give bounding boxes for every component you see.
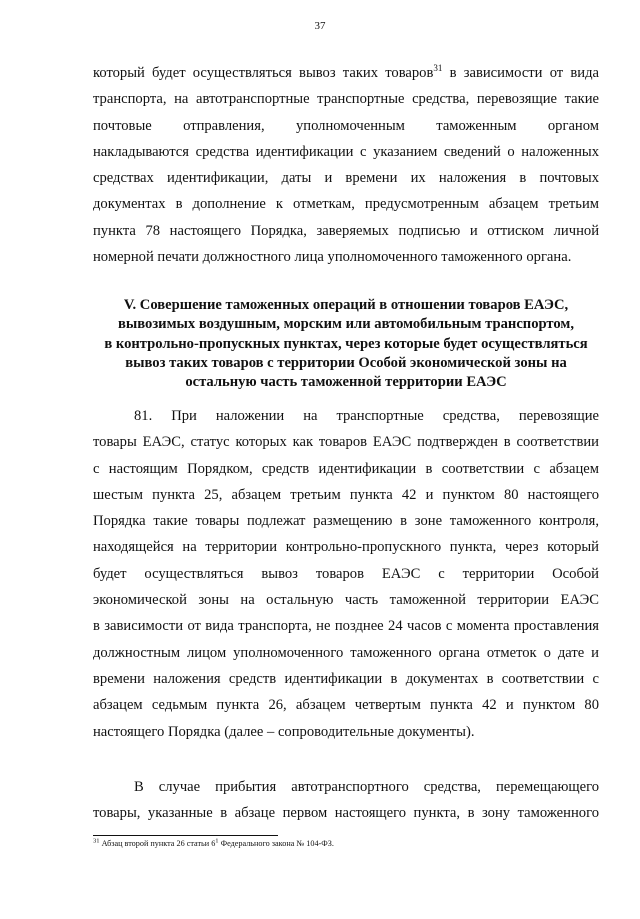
text-run: который будет осуществляться вывоз таких товаров — [93, 65, 434, 81]
paragraph-line: В случае прибытия автотранспортного средства, перемещающего — [134, 779, 599, 795]
footnote-text: Федерального закона № 104-ФЗ. — [218, 839, 334, 848]
paragraph-line: абзацем седьмым пункта 26, абзацем четвертым пункта 42 и пунктом 80 — [93, 697, 599, 714]
text-run: в зависимости от вида — [442, 65, 599, 81]
paragraph-line: экономической зоны на остальную часть таможенной территории ЕАЭС — [93, 592, 599, 609]
paragraph-line: товары ЕАЭС, статус которых как товаров ЕАЭС подтвержден в соответствии — [93, 434, 599, 451]
paragraph-line: почтовые отправления, уполномоченным таможенным органом — [93, 117, 599, 134]
paragraph-line: 81. При наложении на транспортные средства, перевозящие — [134, 408, 599, 424]
paragraph-line: пункта 78 настоящего Порядка, заверяемых подписью и оттиском личной — [93, 222, 599, 239]
paragraph-line: номерной печати должностного лица уполномоченного таможенного органа. — [93, 249, 572, 266]
paragraph-arrival — [93, 774, 599, 827]
paragraph-line: с настоящим Порядком, средств идентификации в соответствии с абзацем — [93, 460, 599, 477]
paragraph-line — [93, 60, 599, 86]
paragraph-line: средствах идентификации, даты и времени их наложения в почтовых — [93, 170, 599, 187]
heading-line: в контрольно-пропускных пунктах, через которые будет осуществляться — [104, 335, 588, 352]
footnote-separator — [93, 835, 278, 836]
footnote-reference[interactable]: 31 — [433, 63, 443, 74]
paragraph-line: будет осуществляться вывоз товаров ЕАЭС с территории Особой — [93, 565, 599, 582]
paragraph-line: в зависимости от вида транспорта, не позднее 24 часов с момента проставления — [93, 618, 599, 635]
paragraph-line: времени наложения средств идентификации в документах в соответствии с — [93, 670, 599, 687]
paragraph-line: шестым пункта 25, абзацем третьим пункта 42 и пунктом 80 настоящего — [93, 486, 599, 503]
heading-line: вывозимых воздушным, морским или автомобильным транспортом, — [117, 316, 575, 333]
paragraph-line: товары, указанные в абзаце первом настоящего пункта, в зону таможенного — [93, 805, 599, 822]
paragraph-line: Порядка такие товары подлежат размещению в зоне таможенного контроля, — [93, 513, 599, 530]
footnote-superscript: 1 — [215, 837, 219, 845]
paragraph-line: настоящего Порядка (далее – сопроводительные документы). — [93, 723, 475, 740]
heading-line: V. Совершение таможенных операций в отношении товаров ЕАЭС, — [123, 297, 569, 313]
heading-line: остальную часть таможенной территории ЕАЭС — [185, 374, 507, 391]
paragraph-line: транспорта, на автотранспортные транспортные средства, перевозящие такие — [93, 91, 599, 108]
paragraph-81 — [93, 403, 599, 745]
footnote — [93, 839, 334, 848]
paragraph-line: находящейся на территории контрольно-пропускного пункта, через который — [93, 539, 599, 556]
paragraph-line: документах в дополнение к отметкам, предусмотренным абзацем третьим — [93, 196, 599, 213]
section-heading — [93, 296, 599, 392]
paragraph-top — [93, 60, 599, 270]
page-number: 37 — [314, 20, 326, 32]
footnote-text: Абзац второй пункта 26 статьи 6 — [99, 839, 216, 848]
paragraph-line: накладываются средства идентификации с указанием сведений о наложенных — [93, 143, 599, 160]
paragraph-line: должностным лицом уполномоченного таможенного органа отметок о дате и — [93, 644, 599, 661]
heading-line: вывоз таких товаров с территории Особой экономической зоны на — [125, 354, 567, 371]
footnote-marker: 31 — [93, 837, 100, 845]
